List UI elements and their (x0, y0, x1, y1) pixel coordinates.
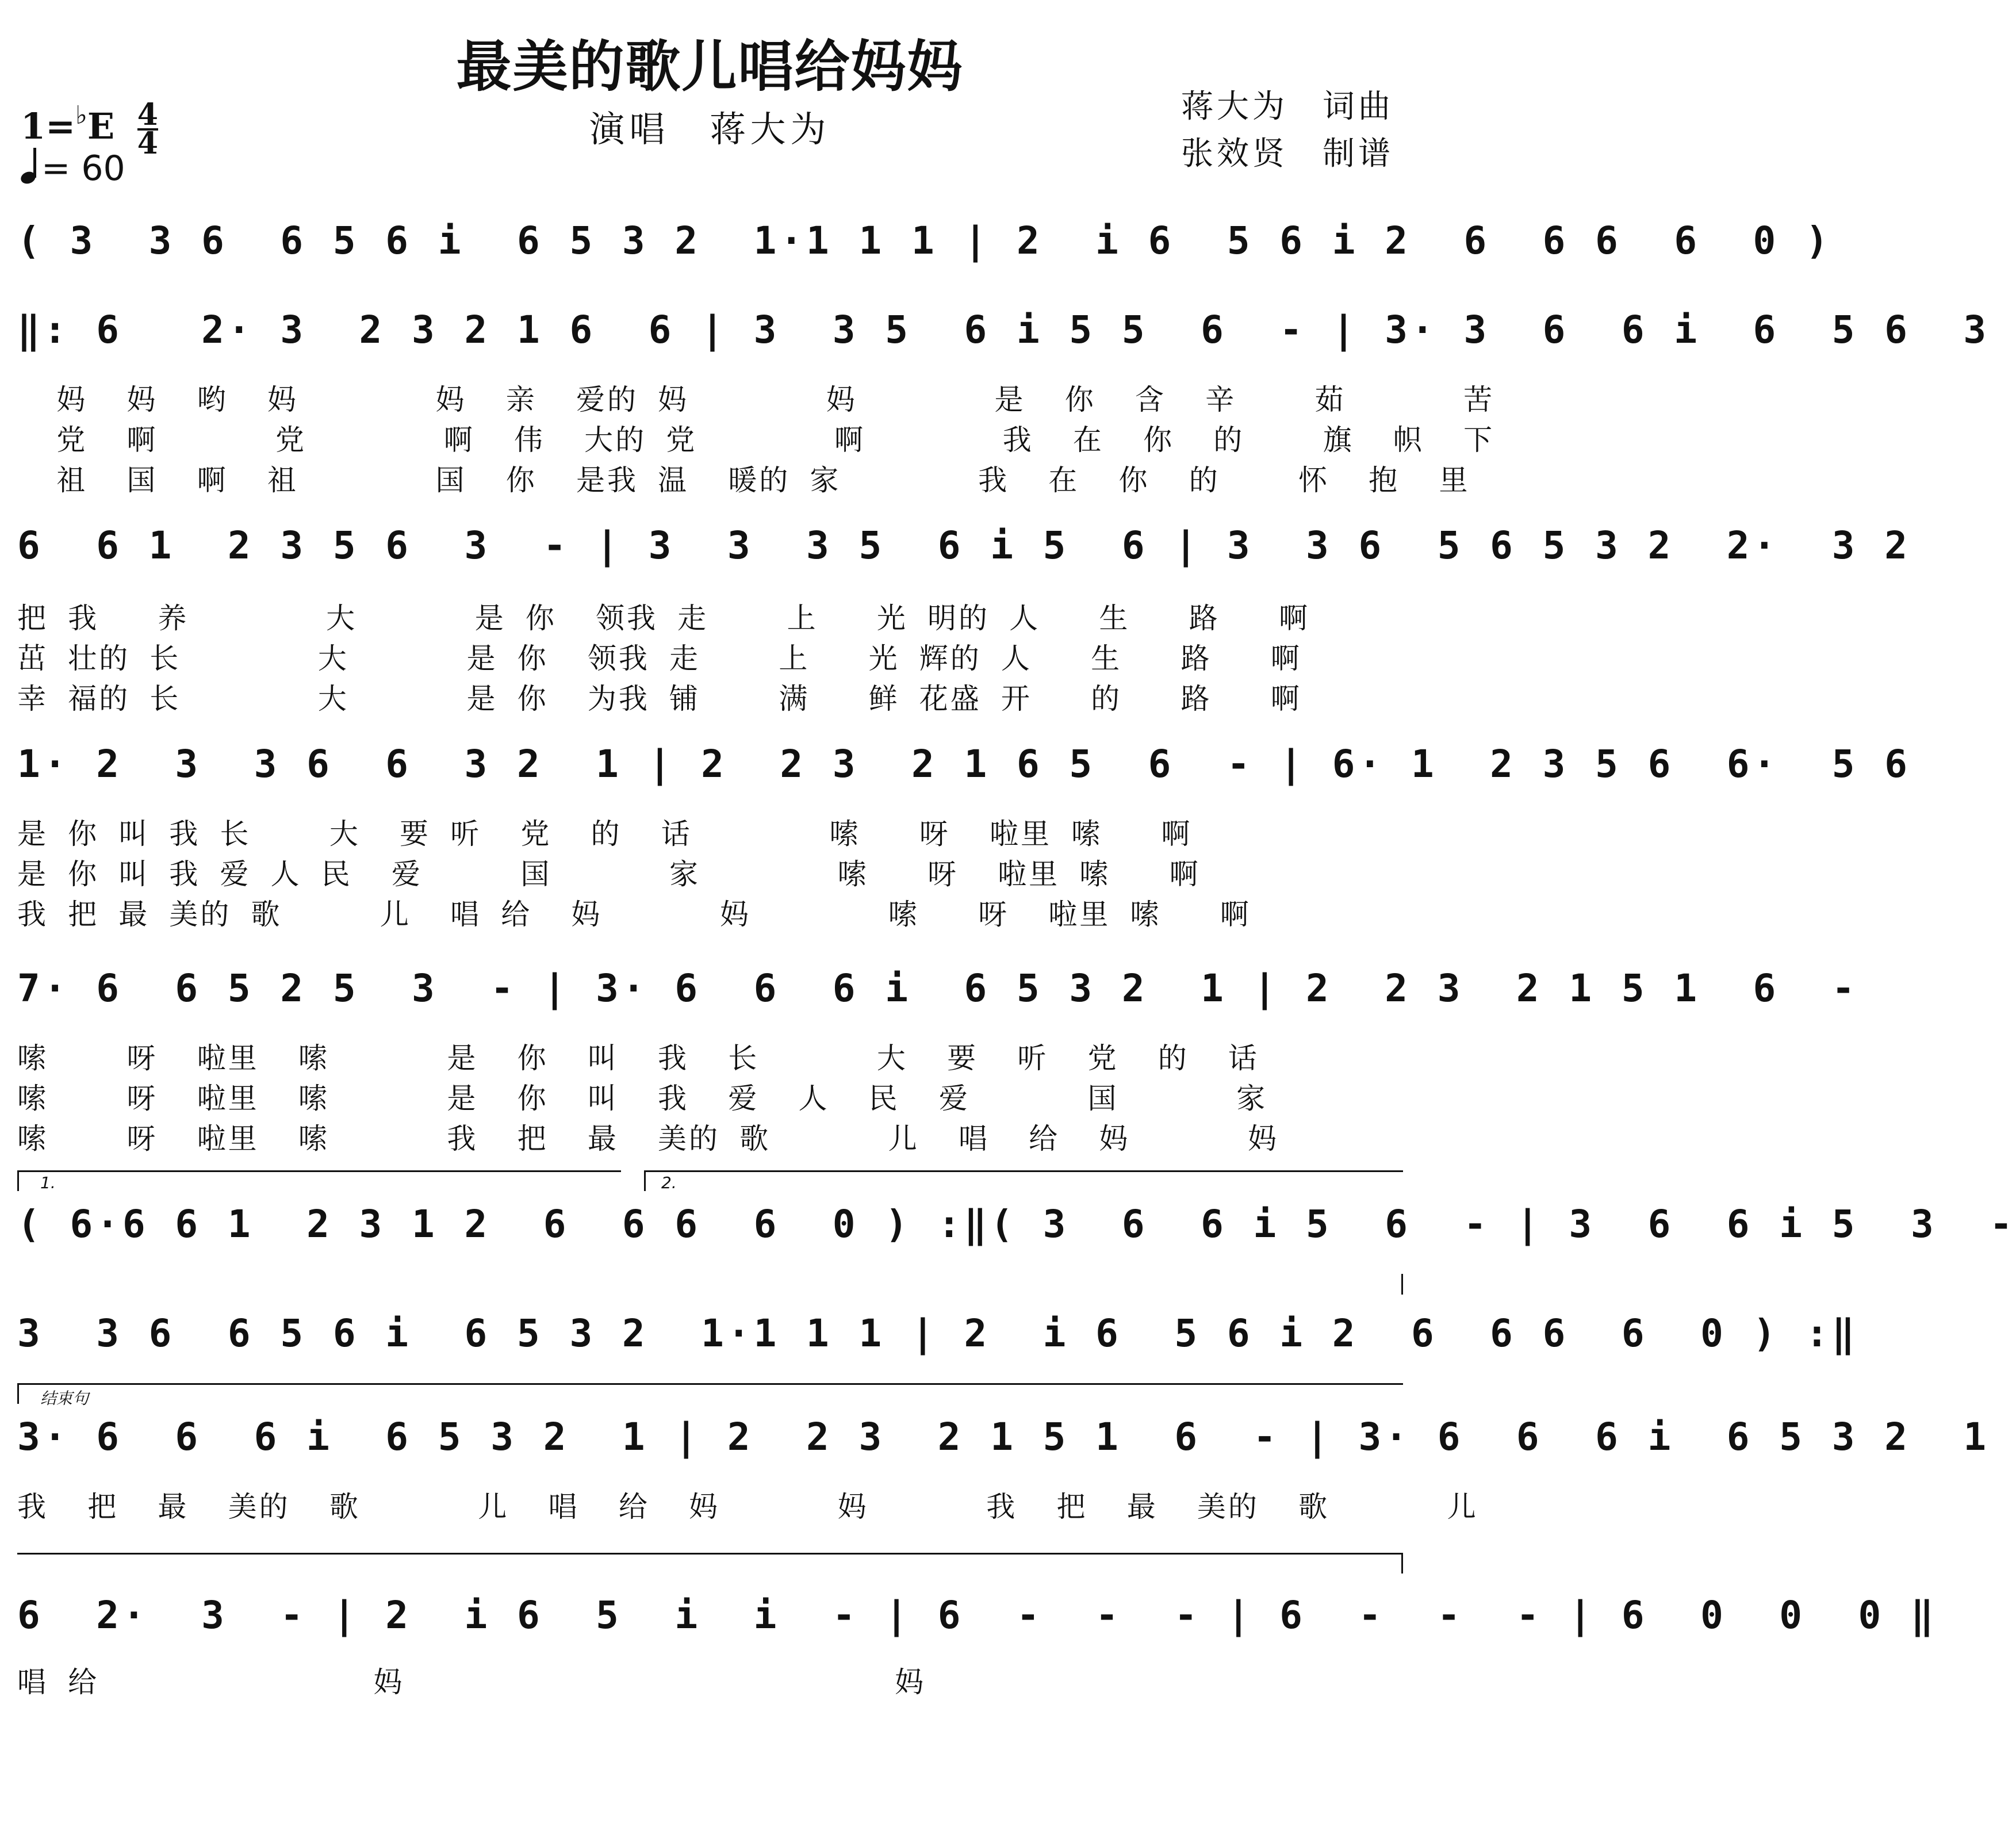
ending-bracket-end (1401, 1553, 1403, 1574)
credit-lyrics-music (1181, 83, 1394, 131)
quarter-note-icon (21, 149, 37, 183)
volta-2-bracket (644, 1170, 646, 1191)
key-prefix: 1= (21, 105, 76, 147)
volta-1-bracket (17, 1170, 621, 1172)
volta-2-bracket (644, 1170, 1403, 1172)
score-line-2 (17, 308, 1990, 497)
notation-row: ‖: 6 2· 3 2 3 2 1 6 6 | 3 3 5 6 i 5 5 6 - | 3· 3 6 6 i 6 5 6 3 (17, 308, 1990, 352)
ending-bracket (17, 1383, 19, 1404)
score-line-5 (17, 966, 1858, 1155)
volta-2-label: 2. (661, 1173, 677, 1192)
lyrics-verse-2: 嗦 呀 啦里 嗦 是 你 叫 我 爱 人 民 爱 国 家 (17, 1082, 1268, 1115)
lyrics-verse-3: 幸 福的 长 大 是 你 为我 铺 满 鲜 花盛 开 的 路 啊 (17, 682, 1302, 715)
credit-name: 蒋大为 (1181, 88, 1288, 125)
notation-row: 6 6 1 2 3 5 6 3 - | 3 3 3 5 6 i 5 6 | 3 3 6 5 6 5 3 2 2· 3 2 (17, 523, 1911, 568)
volta-1-bracket (17, 1170, 19, 1191)
lyrics-verse-3: 嗦 呀 啦里 嗦 我 把 最 美的 歌 儿 唱 给 妈 妈 (17, 1122, 1279, 1155)
credits-block (1181, 83, 1394, 178)
score-line-8 (17, 1415, 1990, 1530)
score-line-4 (17, 742, 1911, 931)
lyrics-verse-1: 妈 妈 哟 妈 妈 亲 爱的 妈 妈 是 你 含 辛 茹 苦 (17, 383, 1495, 416)
time-denominator: 4 (137, 126, 158, 161)
singer-line: 演唱 蒋大为 (589, 108, 831, 150)
notation-row: ( 6·6 6 1 2 3 1 2 6 6 6 6 0 ) :‖( 3 6 6 i 5 6 - | 3 6 6 i 5 3 - (17, 1202, 2016, 1246)
notation-row: ( 3 3 6 6 5 6 i 6 5 3 2 1·1 1 1 | 2 i 6 5 6 i 2 6 6 6 6 0 ) (17, 219, 1832, 263)
lyrics-final: 唱 给 妈 妈 (17, 1666, 926, 1699)
tempo-value: = 60 (41, 148, 125, 189)
ending-bracket (17, 1383, 1403, 1385)
lyrics-verse-2: 党 啊 党 啊 伟 大的 党 啊 我 在 你 的 旗 帜 下 (17, 423, 1495, 457)
volta-1-label: 1. (40, 1173, 56, 1192)
lyrics-verse-1: 把 我 养 大 是 你 领我 走 上 光 明的 人 生 路 啊 (17, 602, 1310, 635)
song-title: 最美的歌儿唱给妈妈 (456, 35, 964, 99)
score-line-9 (17, 1593, 1937, 1708)
lyrics-verse-3: 祖 国 啊 祖 国 你 是我 温 暖的 家 我 在 你 的 怀 抱 里 (17, 464, 1470, 497)
score-line-6 (17, 1202, 2016, 1265)
lyrics-verse-3: 我 把 最 美的 歌 儿 唱 给 妈 妈 嗦 呀 啦里 嗦 啊 (17, 898, 1251, 931)
time-numerator: 4 (137, 97, 158, 132)
notation-row: 3 3 6 6 5 6 i 6 5 3 2 1·1 1 1 | 2 i 6 5 6 i 2 6 6 6 6 0 ) :‖ (17, 1311, 1858, 1356)
time-signature (137, 97, 158, 161)
notation-row: 3· 6 6 6 i 6 5 3 2 1 | 2 2 3 2 1 5 1 6 - | 3· 6 6 6 i 6 5 3 2 1 (17, 1415, 1990, 1459)
lyrics-verse-1: 是 你 叫 我 长 大 要 听 党 的 话 嗦 呀 啦里 嗦 啊 (17, 817, 1193, 851)
credit-name: 张效贤 (1181, 135, 1288, 173)
ending-bracket (17, 1553, 1403, 1555)
lyrics-verse-1: 嗦 呀 啦里 嗦 是 你 叫 我 长 大 要 听 党 的 话 (17, 1042, 1259, 1075)
key-note: E (87, 105, 115, 147)
notation-row: 7· 6 6 5 2 5 3 - | 3· 6 6 6 i 6 5 3 2 1 | 2 2 3 2 1 5 1 6 - (17, 966, 1858, 1010)
ending-label: 结束句 (40, 1389, 89, 1408)
notation-row: 1· 2 3 3 6 6 3 2 1 | 2 2 3 2 1 6 5 6 - | 6· 1 2 3 5 6 6· 5 6 (17, 742, 1911, 786)
credit-role: 制谱 (1323, 135, 1394, 173)
credit-score-maker (1181, 131, 1394, 178)
flat-sign: ♭ (75, 101, 87, 130)
score-line-7 (17, 1311, 1858, 1375)
lyrics-verse-2: 茁 壮的 长 大 是 你 领我 走 上 光 辉的 人 生 路 啊 (17, 642, 1302, 675)
lyrics-verse-2: 是 你 叫 我 爱 人 民 爱 国 家 嗦 呀 啦里 嗦 啊 (17, 857, 1201, 891)
score-line-3 (17, 523, 1911, 715)
credit-role: 词曲 (1323, 88, 1394, 125)
score-line-1 (17, 219, 1832, 282)
notation-row: 6 2· 3 - | 2 i 6 5 i i - | 6 - - - | 6 - - - | 6 0 0 0 ‖ (17, 1593, 1937, 1637)
volta-2-bracket-end (1401, 1274, 1403, 1295)
tempo-marking (21, 148, 125, 189)
lyrics-ending: 我 把 最 美的 歌 儿 唱 给 妈 妈 我 把 最 美的 歌 儿 (17, 1490, 1478, 1523)
